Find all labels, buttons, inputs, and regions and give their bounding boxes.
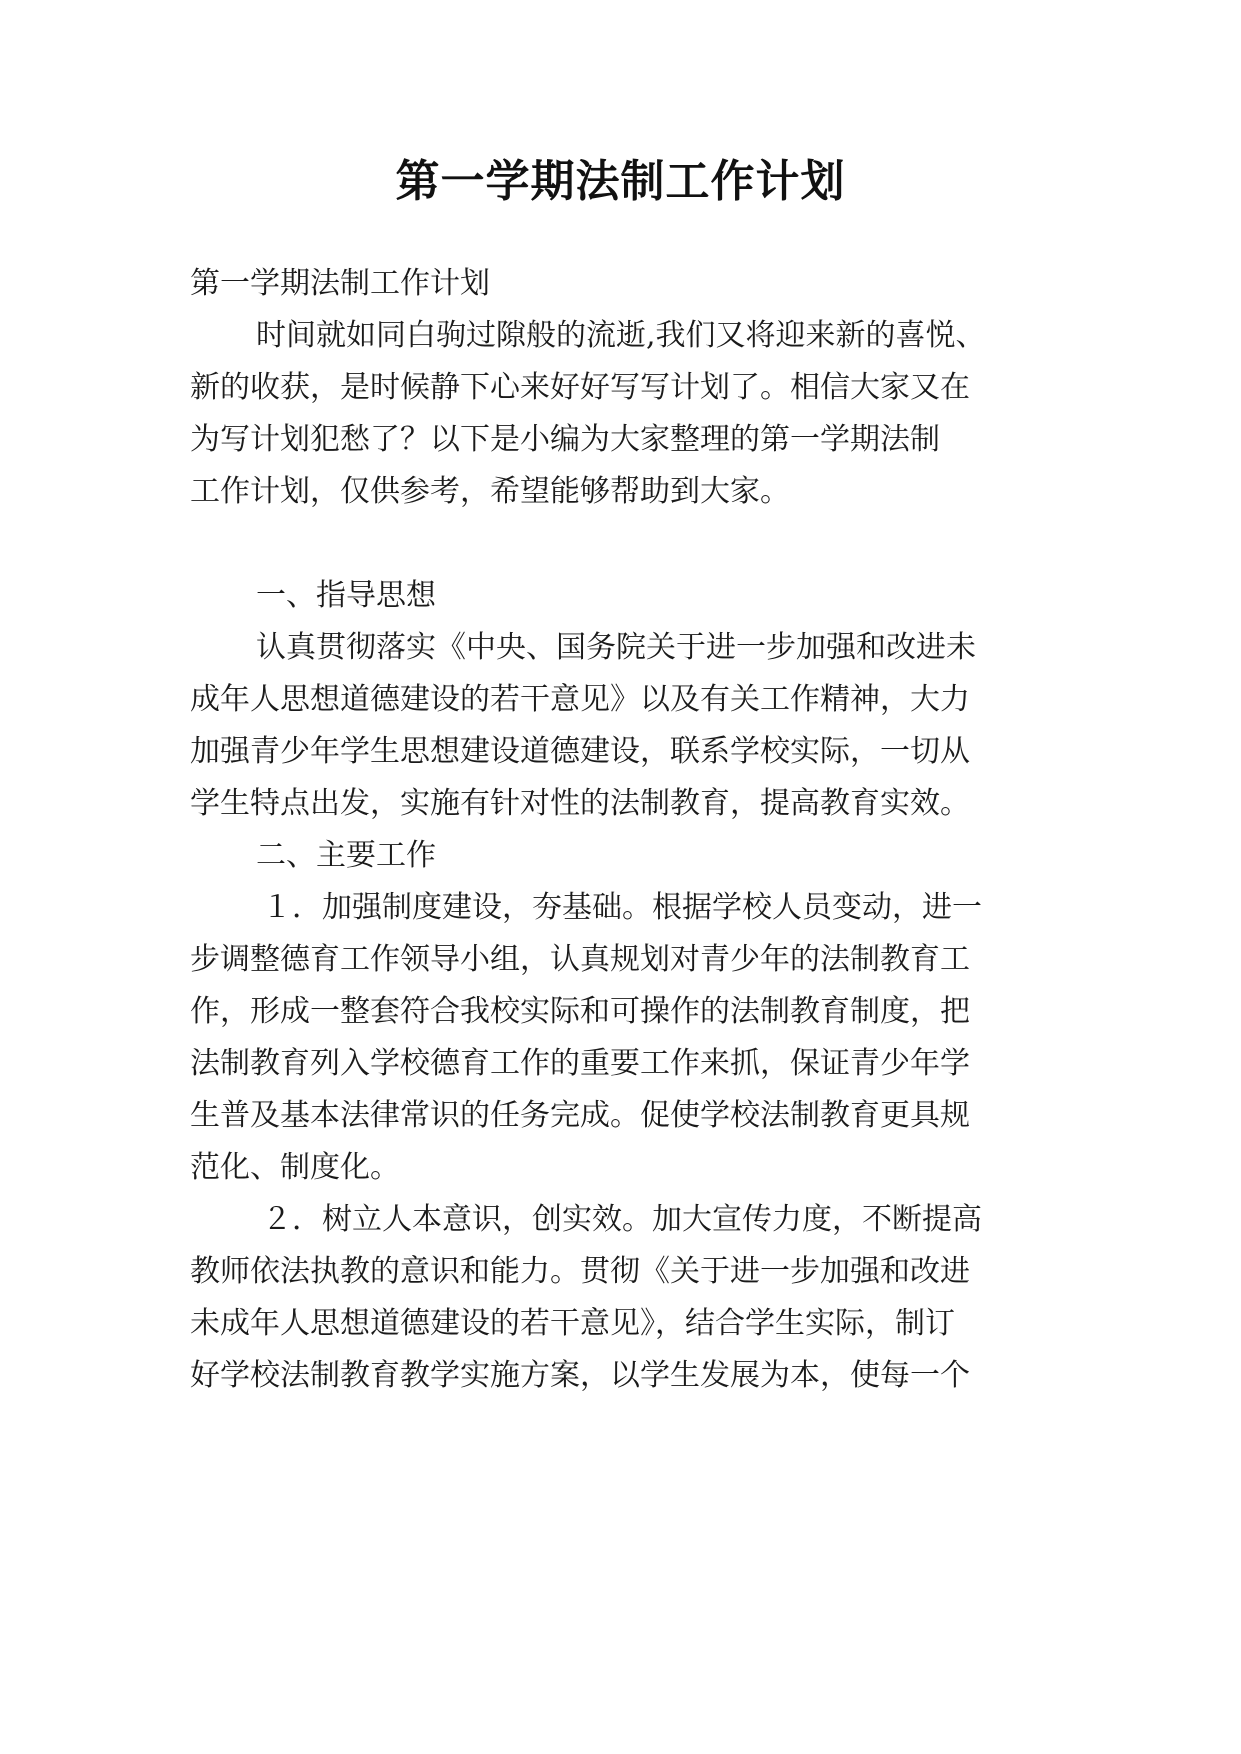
document-subtitle: 第一学期法制工作计划 [190,266,490,301]
item1-line-2: 步调整德育工作领导小组，认真规划对青少年的法制教育工 [190,942,970,977]
item1-line-6: 范化、制度化。 [190,1150,400,1185]
item2-line-2: 教师依法执教的意识和能力。贯彻《关于进一步加强和改进 [190,1254,970,1289]
item1-line-4: 法制教育列入学校德育工作的重要工作来抓，保证青少年学 [190,1046,970,1081]
item2-line-1: ２．树立人本意识，创实效。加大宣传力度，不断提高 [262,1202,982,1237]
item2-line-3: 未成年人思想道德建设的若干意见》，结合学生实际，制订 [190,1306,955,1341]
item2-line-4: 好学校法制教育教学实施方案，以学生发展为本，使每一个 [190,1358,970,1393]
intro-line-4: 工作计划，仅供参考，希望能够帮助到大家。 [190,474,790,509]
intro-line-1: 时间就如同白驹过隙般的流逝,我们又将迎来新的喜悦、 [256,318,986,353]
item1-line-5: 生普及基本法律常识的任务完成。促使学校法制教育更具规 [190,1098,970,1133]
document-title: 第一学期法制工作计划 [395,156,846,207]
item1-line-3: 作，形成一整套符合我校实际和可操作的法制教育制度，把 [190,994,970,1029]
intro-line-3: 为写计划犯愁了？以下是小编为大家整理的第一学期法制 [190,422,940,457]
section1-line-3: 加强青少年学生思想建设道德建设，联系学校实际，一切从 [190,734,970,769]
section2-heading: 二、主要工作 [256,838,436,873]
section1-line-1: 认真贯彻落实《中央、国务院关于进一步加强和改进未 [256,630,976,665]
item1-line-1: １．加强制度建设，夯基础。根据学校人员变动，进一 [262,890,982,925]
intro-line-2: 新的收获，是时候静下心来好好写写计划了。相信大家又在 [190,370,970,405]
section1-line-2: 成年人思想道德建设的若干意见》以及有关工作精神，大力 [190,682,970,717]
section1-line-4: 学生特点出发，实施有针对性的法制教育，提高教育实效。 [190,786,970,821]
section1-heading: 一、指导思想 [256,578,436,613]
